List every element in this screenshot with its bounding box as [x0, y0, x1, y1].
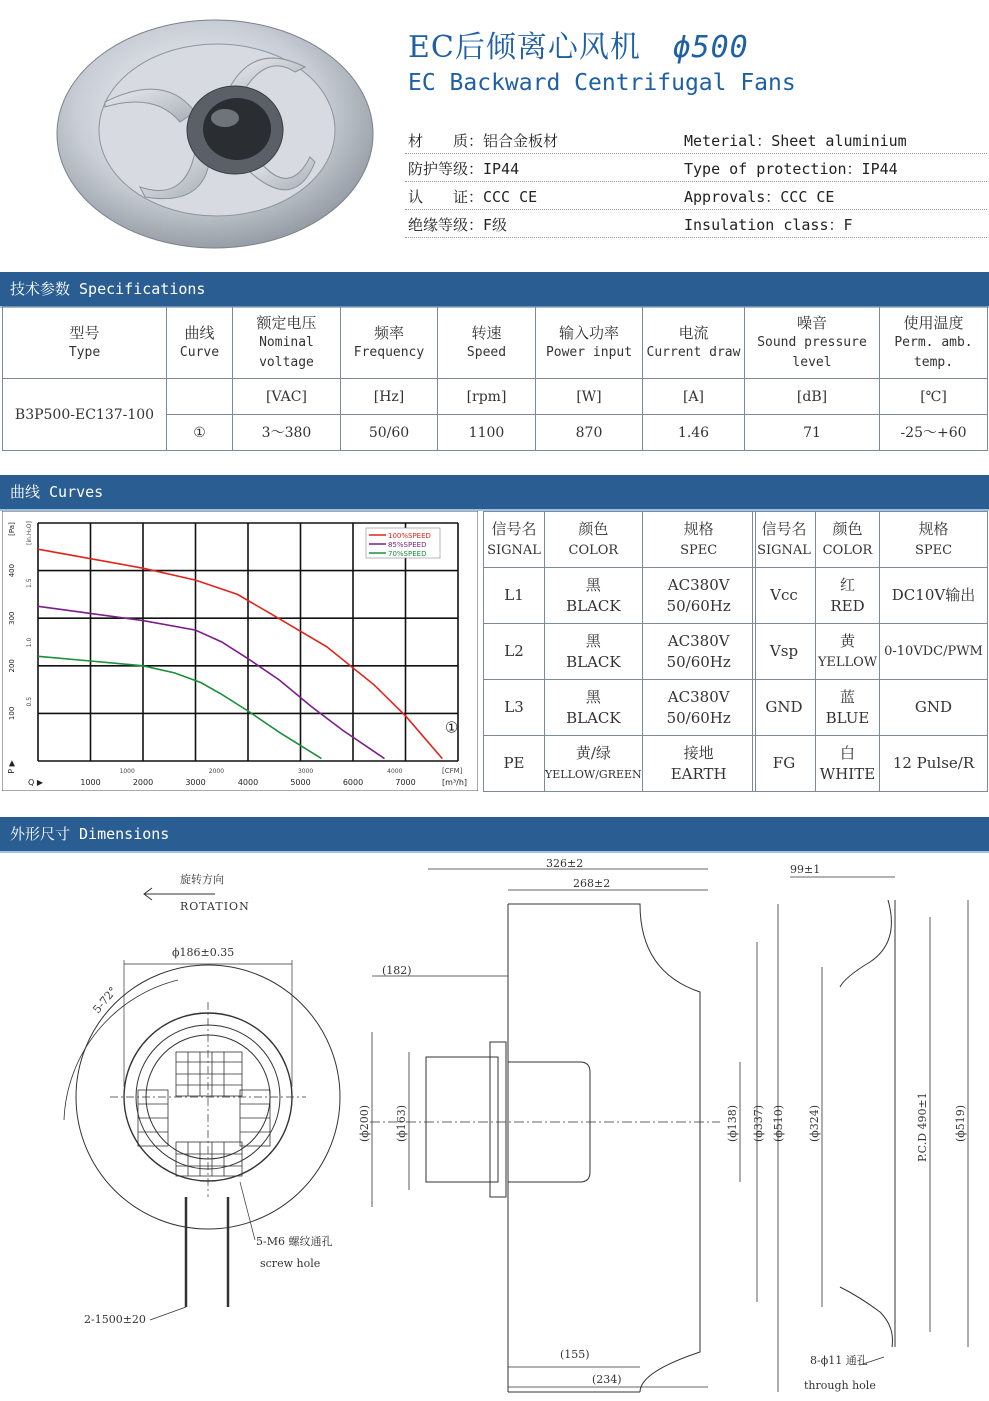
y-tick-label: 200	[8, 659, 16, 673]
header-cn: 输入功率	[558, 323, 619, 342]
header-cn: 规格	[918, 519, 949, 538]
property-en: Type of protection：IP44	[684, 160, 898, 178]
dim-337: (ϕ337)	[752, 1104, 765, 1142]
color-en: BLACK	[566, 708, 621, 727]
performance-curve-chart	[2, 511, 478, 791]
dim-510: (ϕ510)	[772, 1104, 785, 1142]
property-row	[405, 210, 987, 238]
header-en: Type	[68, 344, 101, 360]
x-axis-label: [m³/h]	[442, 778, 468, 787]
header-cn: 曲线	[184, 323, 215, 342]
color-en: BLACK	[566, 652, 621, 671]
title-cn-text: EC后倾离心风机	[408, 30, 641, 65]
dim-186: ϕ186±0.35	[172, 946, 235, 959]
y-axis-label: [Pa]	[8, 522, 16, 536]
color-en: BLACK	[566, 596, 621, 615]
header-cn: 规格	[683, 519, 714, 538]
signal-name: Vsp	[753, 624, 816, 680]
fan-impeller-photo	[45, 12, 375, 250]
y-tick-label-inh2o: 0.5	[26, 696, 33, 707]
color-en: YELLOW/GREEN	[545, 767, 642, 781]
color-cn: 黑	[585, 631, 601, 650]
color-cn: 黄	[839, 631, 855, 650]
header-power	[536, 307, 643, 379]
header-frequency	[341, 307, 438, 379]
dim-324: (ϕ324)	[808, 1104, 821, 1142]
header-en: COLOR	[568, 542, 619, 558]
signal-name: L1	[484, 568, 545, 624]
signal-table-power	[483, 511, 756, 792]
property-en: Insulation class：F	[684, 216, 853, 234]
property-cn: 认 证：CCC CE	[408, 188, 538, 206]
screw-label-cn: 5-M6 螺纹通孔	[256, 1235, 333, 1248]
header-en: SIGNAL	[757, 542, 811, 558]
signal-color	[545, 736, 643, 792]
signal-name: FG	[753, 736, 816, 792]
signal-header-row	[753, 512, 988, 568]
value-cell: 71	[745, 415, 880, 451]
signal-color	[816, 624, 880, 680]
property-cn: 防护等级：IP44	[408, 160, 520, 178]
dim-pcd: P.C.D 490±1	[916, 1092, 929, 1162]
header-cn: 型号	[69, 323, 100, 342]
curve-cell: ①	[167, 415, 233, 451]
signal-row	[484, 568, 756, 624]
header-spec	[642, 512, 755, 568]
unit-cell: [Hz]	[341, 379, 438, 415]
spec-line: 50/60Hz	[666, 652, 731, 671]
spec-line: AC380V	[667, 631, 730, 650]
x-tick-label-cfm: 2000	[208, 768, 225, 775]
spec-line: AC380V	[667, 687, 730, 706]
signal-name: PE	[484, 736, 545, 792]
curve-marker: ①	[444, 718, 459, 737]
signal-row	[753, 624, 988, 680]
title-en: EC Backward Centrifugal Fans	[408, 70, 796, 96]
header-cn: 信号名	[761, 519, 807, 538]
x-tick-label: 4000	[237, 778, 259, 787]
color-en: BLUE	[825, 708, 870, 727]
x-tick-label-cfm: 1000	[119, 768, 135, 775]
legend-label: 70%SPEED	[388, 550, 427, 558]
x-tick-label: 2000	[132, 778, 154, 787]
y-tick-label-inh2o: 1.0	[26, 637, 33, 648]
color-en: YELLOW	[817, 654, 878, 670]
unit-cell: [dB]	[745, 379, 880, 415]
header-en: temp.	[913, 354, 954, 370]
unit-cell: [℃]	[880, 379, 988, 415]
x-tick-label: 7000	[395, 778, 416, 787]
header-cn: 转速	[471, 323, 502, 342]
signal-color	[816, 568, 880, 624]
header-en: SPEC	[914, 542, 953, 558]
property-en: Meterial：Sheet aluminium	[684, 132, 907, 150]
y-tick-label-inh2o: 1.5	[26, 578, 33, 588]
header-signal	[484, 512, 545, 568]
unit-cell: [A]	[643, 379, 745, 415]
header-signal	[753, 512, 816, 568]
color-cn: 白	[839, 743, 855, 762]
signal-name: L2	[484, 624, 545, 680]
header-cn: 电流	[678, 323, 709, 342]
impeller-outline	[508, 904, 700, 1392]
value-cell: 870	[536, 415, 643, 451]
dim-cable: 2-1500±20	[84, 1313, 146, 1326]
legend-label: 100%SPEED	[388, 532, 431, 540]
signal-row	[753, 736, 988, 792]
signal-spec	[642, 680, 755, 736]
signal-color	[545, 624, 643, 680]
y-axis-label-inh2o: [in.H₂O]	[26, 521, 33, 545]
y-tick-label: 100	[8, 706, 16, 721]
x-tick-label-cfm: 4000	[387, 768, 403, 775]
properties-list	[405, 126, 987, 238]
header-cn: 颜色	[832, 519, 863, 538]
section-dimensions: 外形尺寸 Dimensions	[0, 817, 989, 851]
signal-spec: DC10V输出	[880, 568, 988, 624]
legend-label: 85%SPEED	[388, 541, 427, 549]
leader-cable	[150, 1307, 186, 1320]
color-cn: 黄/绿	[575, 743, 611, 762]
property-cn: 材 质：铝合金板材	[408, 132, 559, 150]
property-row	[405, 154, 987, 182]
x-tick-label: 3000	[185, 778, 206, 787]
spec-line: 50/60Hz	[666, 596, 731, 615]
header-en: SPEC	[680, 542, 718, 558]
unit-cell: [W]	[536, 379, 643, 415]
signal-name: GND	[753, 680, 816, 736]
header-voltage	[233, 307, 341, 379]
dim-200: (ϕ200)	[358, 1104, 371, 1142]
color-cn: 红	[839, 575, 855, 594]
signal-row	[753, 680, 988, 736]
rotation-label-cn: 旋转方向	[180, 873, 224, 886]
hole-label-en: through hole	[804, 1379, 876, 1392]
header-en: COLOR	[822, 542, 873, 558]
header-color	[545, 512, 643, 568]
x-tick-label: 5000	[290, 778, 311, 787]
angle-arc	[64, 980, 178, 1120]
x-tick-label-cfm: 3000	[297, 768, 314, 775]
property-en: Approvals：CCC CE	[684, 188, 835, 206]
dim-326: 326±2	[546, 857, 584, 870]
header-curve	[167, 307, 233, 379]
dim-163: (ϕ163)	[395, 1104, 408, 1142]
value-cell: -25～+60	[880, 415, 988, 451]
signal-row	[753, 568, 988, 624]
header-en: Perm. amb.	[894, 334, 973, 350]
dim-234: (234)	[592, 1373, 622, 1386]
spec-line: EARTH	[670, 764, 727, 783]
signal-row	[484, 680, 756, 736]
spec-line: AC380V	[667, 575, 730, 594]
title-cn	[408, 22, 749, 66]
model-cell: B3P500-EC137-100	[3, 379, 167, 451]
spec-line: 50/60Hz	[666, 708, 731, 727]
header-en: SIGNAL	[487, 542, 541, 558]
y-tick-label: 300	[8, 611, 16, 625]
signal-color	[816, 680, 880, 736]
dim-155: (155)	[560, 1348, 590, 1361]
leader-screw	[240, 1182, 255, 1240]
dim-138: (ϕ138)	[726, 1104, 739, 1142]
header-speed	[438, 307, 536, 379]
x-axis-label-cfm: [CFM]	[442, 767, 463, 775]
signal-spec	[642, 736, 755, 792]
color-en: WHITE	[819, 764, 876, 783]
color-en: RED	[830, 596, 865, 615]
motor-fins	[138, 1052, 270, 1176]
header-type	[3, 307, 167, 379]
header-cn: 信号名	[491, 519, 537, 538]
title-size: ϕ500	[672, 30, 749, 65]
color-cn: 黑	[585, 575, 601, 594]
section-specifications: 技术参数 Specifications	[0, 272, 989, 306]
signal-color	[545, 568, 643, 624]
signal-spec	[642, 568, 755, 624]
property-row	[405, 182, 987, 210]
side-view-drawing	[370, 869, 778, 1392]
y-tick-label: 400	[8, 563, 16, 578]
signal-color	[545, 680, 643, 736]
dim-angle: 5-72°	[90, 984, 120, 1016]
spec-table	[2, 306, 988, 451]
header-current	[643, 307, 745, 379]
hole-label-cn: 8-ϕ11 通孔	[810, 1354, 868, 1367]
signal-name: L3	[484, 680, 545, 736]
signal-spec	[642, 624, 755, 680]
header-cn: 额定电压	[256, 313, 317, 332]
signal-color	[816, 736, 880, 792]
signal-spec: GND	[880, 680, 988, 736]
header-en: level	[792, 354, 832, 370]
value-cell: 1.46	[643, 415, 745, 451]
header-en: Curve	[179, 344, 220, 360]
header-en: Power input	[545, 344, 633, 360]
ring-top-curve	[840, 900, 891, 987]
signal-name: Vcc	[753, 568, 816, 624]
dim-519: (ϕ519)	[954, 1104, 967, 1142]
property-row	[405, 126, 987, 154]
dim-99: 99±1	[790, 863, 821, 876]
q-axis-symbol: Q ▶	[28, 778, 43, 787]
header-en: Current draw	[646, 344, 741, 360]
signal-header-row	[484, 512, 756, 568]
header-spec	[880, 512, 988, 568]
dimension-drawings	[0, 852, 989, 1401]
header-en: Nominal	[259, 334, 314, 350]
empty-cell	[167, 379, 233, 415]
ring-bottom-curve	[840, 1287, 893, 1347]
chart-legend	[366, 528, 440, 558]
header-color	[816, 512, 880, 568]
motor-body	[426, 1057, 498, 1182]
header-cn: 使用温度	[903, 313, 964, 332]
x-tick-label: 1000	[80, 778, 101, 787]
value-cell: 3～380	[233, 415, 341, 451]
value-cell: 50/60	[341, 415, 438, 451]
signal-row	[484, 624, 756, 680]
dim-268: 268±2	[573, 877, 611, 890]
value-cell: 1100	[438, 415, 536, 451]
p-axis-symbol: P ▶	[7, 760, 16, 774]
rotation-label-en: ROTATION	[180, 900, 250, 913]
screw-label-en: screw hole	[260, 1257, 321, 1270]
header-cn: 噪音	[796, 313, 827, 332]
spec-header-row	[3, 307, 988, 379]
signal-spec: 0-10VDC/PWM	[880, 624, 988, 680]
spec-line: 接地	[683, 743, 714, 762]
x-tick-label: 6000	[342, 778, 364, 787]
color-cn: 黑	[585, 687, 601, 706]
unit-cell: [VAC]	[233, 379, 341, 415]
header-cn: 频率	[373, 323, 404, 342]
dim-182: (182)	[382, 964, 412, 977]
header-temperature	[880, 307, 988, 379]
section-curves: 曲线 Curves	[0, 475, 989, 509]
signal-spec: 12 Pulse/R	[880, 736, 988, 792]
header-en: voltage	[259, 354, 314, 370]
unit-cell: [rpm]	[438, 379, 536, 415]
color-cn: 蓝	[839, 687, 855, 706]
header-sound	[745, 307, 880, 379]
header-en: Frequency	[353, 344, 425, 360]
header-cn: 颜色	[578, 519, 609, 538]
header-en: Sound pressure	[757, 334, 867, 350]
property-cn: 绝缘等级：F级	[408, 216, 508, 234]
spec-units-row	[3, 379, 988, 415]
signal-row	[484, 736, 756, 792]
signal-table-control	[752, 511, 988, 792]
header	[0, 0, 989, 262]
header-en: Speed	[466, 344, 507, 360]
